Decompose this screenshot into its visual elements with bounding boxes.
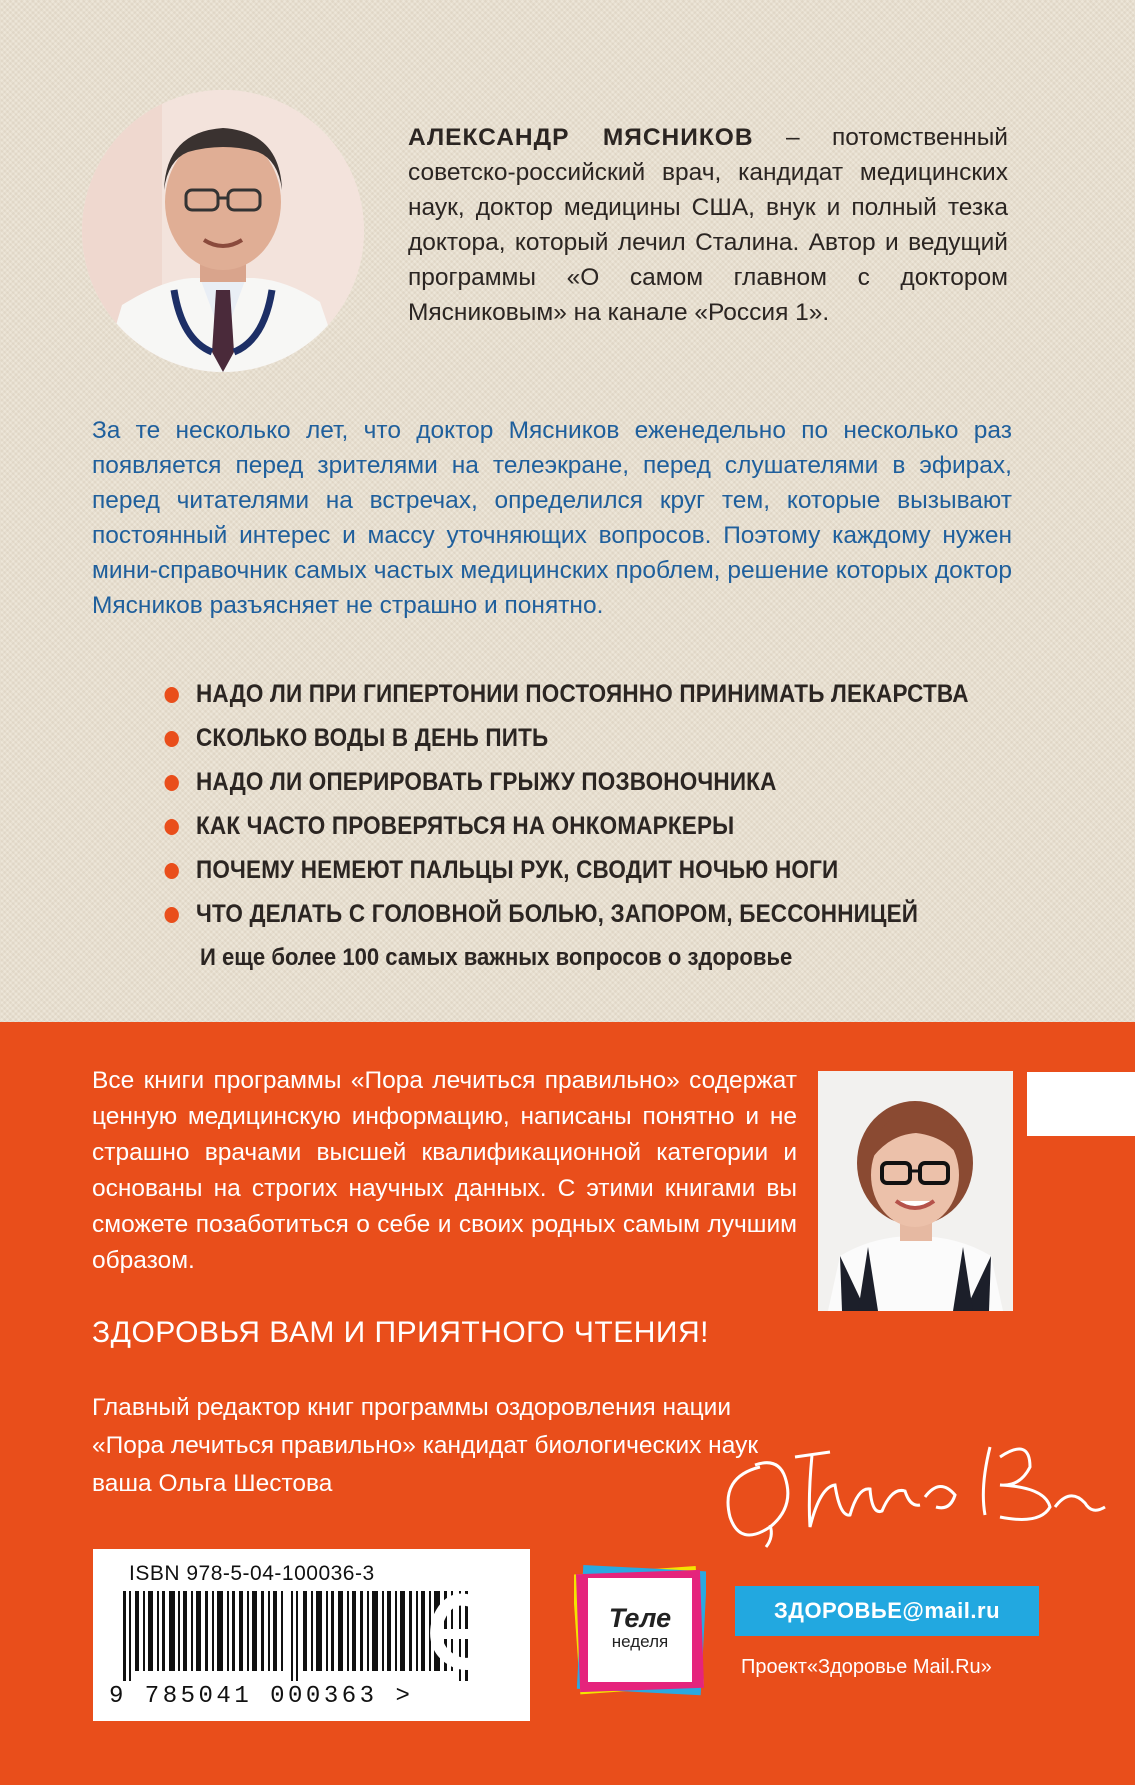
mail-health-badge: ЗДОРОВЬЕ@mail.ru — [735, 1586, 1039, 1636]
bullet-icon — [165, 907, 179, 923]
wish-heading: ЗДОРОВЬЯ ВАМ И ПРИЯТНОГО ЧТЕНИЯ! — [92, 1316, 709, 1349]
topic-item: СКОЛЬКО ВОДЫ В ДЕНЬ ПИТЬ — [160, 716, 969, 760]
white-tab-decoration — [1027, 1072, 1135, 1136]
author-bio-text: – потомственный советско-российский врач, кандидат медицинских наук, доктор медицины США, внук и полный тезка доктора, который лечил Сталина. Автор и ведущий программы «О самом главном с доктором Мясниковым» на канале «Россия 1». — [408, 124, 1008, 326]
author-bio — [408, 120, 1008, 330]
tele-logo-card — [588, 1578, 692, 1682]
more-questions-text: И еще более 100 самых важных вопросов о здоровье — [200, 944, 793, 971]
bullet-icon — [165, 775, 179, 791]
topic-item: ПОЧЕМУ НЕМЕЮТ ПАЛЬЦЫ РУК, СВОДИТ НОЧЬЮ НОГИ — [160, 848, 969, 892]
topic-list — [160, 672, 1059, 936]
bullet-icon — [165, 687, 179, 703]
topic-item: НАДО ЛИ ПРИ ГИПЕРТОНИИ ПОСТОЯННО ПРИНИМАТЬ ЛЕКАРСТВА — [160, 672, 969, 716]
book-intro: За те несколько лет, что доктор Мясников еженедельно по несколько раз появляется перед зрителями на телеэкране, перед слушателями в эфирах, перед читателями на встречах, определился круг тем, которые вызывают постоянный интерес и массу уточняющих вопросов. Поэтому каждому нужен мини-справочник самых частых медицинских проблем, решение которых доктор Мясников разъясняет не страшно и понятно. — [92, 417, 1012, 619]
isbn-digits: 9 785041 000363 > — [109, 1683, 414, 1710]
tele-nedelya-logo — [574, 1564, 706, 1696]
editor-signature-icon — [700, 1407, 1110, 1557]
mail-project-caption: Проект«Здоровье Mail.Ru» — [741, 1656, 992, 1678]
publisher-logo-icon — [430, 1590, 488, 1680]
series-section — [0, 1022, 1135, 1785]
editor-note: Главный редактор книг программы оздоровления нации «Пора лечиться правильно» кандидат биологических наук ваша Ольга Шестова — [92, 1394, 759, 1497]
bullet-icon — [165, 819, 179, 835]
editor-portrait-illustration — [818, 1071, 1013, 1311]
bullet-icon — [165, 731, 179, 747]
editor-portrait — [818, 1071, 1013, 1311]
bullet-icon — [165, 863, 179, 879]
author-portrait-illustration — [82, 90, 364, 372]
tele-logo-subtitle: неделя — [611, 1632, 669, 1651]
author-name: АЛЕКСАНДР МЯСНИКОВ — [408, 124, 754, 151]
topic-item: ЧТО ДЕЛАТЬ С ГОЛОВНОЙ БОЛЬЮ, ЗАПОРОМ, БЕССОННИЦЕЙ — [160, 892, 969, 936]
series-about: Все книги программы «Пора лечиться правильно» содержат ценную медицинскую информацию, написаны понятно и не страшно врачами высшей квалификационной категории и основаны на строгих научных данных. С этими книгами вы сможете позаботиться о себе и своих родных самым лучшим образом. — [92, 1067, 797, 1274]
tele-logo-title: Теле — [608, 1603, 672, 1633]
topic-item: НАДО ЛИ ОПЕРИРОВАТЬ ГРЫЖУ ПОЗВОНОЧНИКА — [160, 760, 969, 804]
topic-item: КАК ЧАСТО ПРОВЕРЯТЬСЯ НА ОНКОМАРКЕРЫ — [160, 804, 969, 848]
author-portrait — [82, 90, 364, 372]
isbn-label: ISBN 978-5-04-100036-3 — [129, 1562, 375, 1585]
